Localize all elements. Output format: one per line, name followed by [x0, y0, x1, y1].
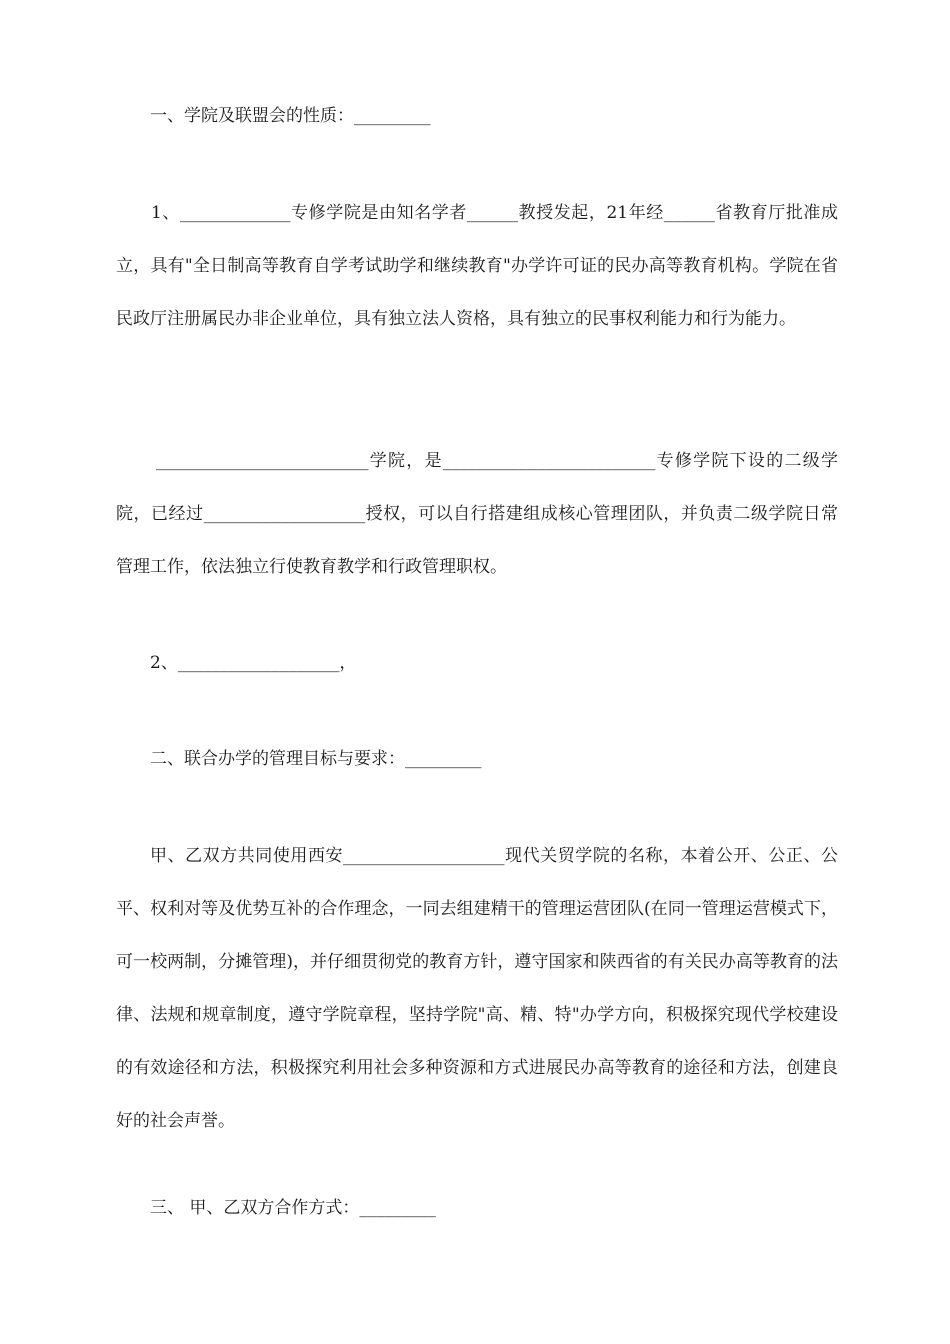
section-3-heading: 三、 甲、乙双方合作方式：_________ [150, 1198, 436, 1218]
section-1-heading: 一、学院及联盟会的性质：_________ [150, 106, 431, 126]
paragraph-1: 1、_____________专修学院是由知名学者______教授发起，21年经______省教育厅批准成立，具有"全日制高等教育自学考试助学和继续教育"办学许可证的民办高等教育机构。学院在省民政厅注册属民办非企业单位，具有独立法人资格，具有独立的民事权利能力和行为能力。 [116, 203, 838, 329]
paragraph-3: 2、___________________， [150, 653, 357, 673]
paragraph-4: 甲、乙双方共同使用西安___________________现代关贸学院的名称，本着公开、公正、公平、权利对等及优势互补的合作理念，一同去组建精干的管理运营团队(在同一管理运营模式下，可一校两制，分摊管理)，并仔细贯彻党的教育方针，遵守国家和陕西省的有关民办高等教育的法律、法规和规章制度，遵守学院章程，坚持学院"高、精、特"办学方向，积极探究现代学校建设的有效途径和方法，积极探究利用社会多种资源和方式进展民办高等教育的途径和方法，创建良好的社会声誉。 [116, 846, 838, 1131]
paragraph-2: _________________________学院，是_________________________专修学院下设的二级学院，已经过___________________授权，可以自行搭建组成核心管理团队，并负责二级学院日常管理工作，依法独立行使教育教学和行政管理职权。 [116, 451, 838, 577]
section-2-heading: 二、联合办学的管理目标与要求：_________ [150, 749, 482, 769]
